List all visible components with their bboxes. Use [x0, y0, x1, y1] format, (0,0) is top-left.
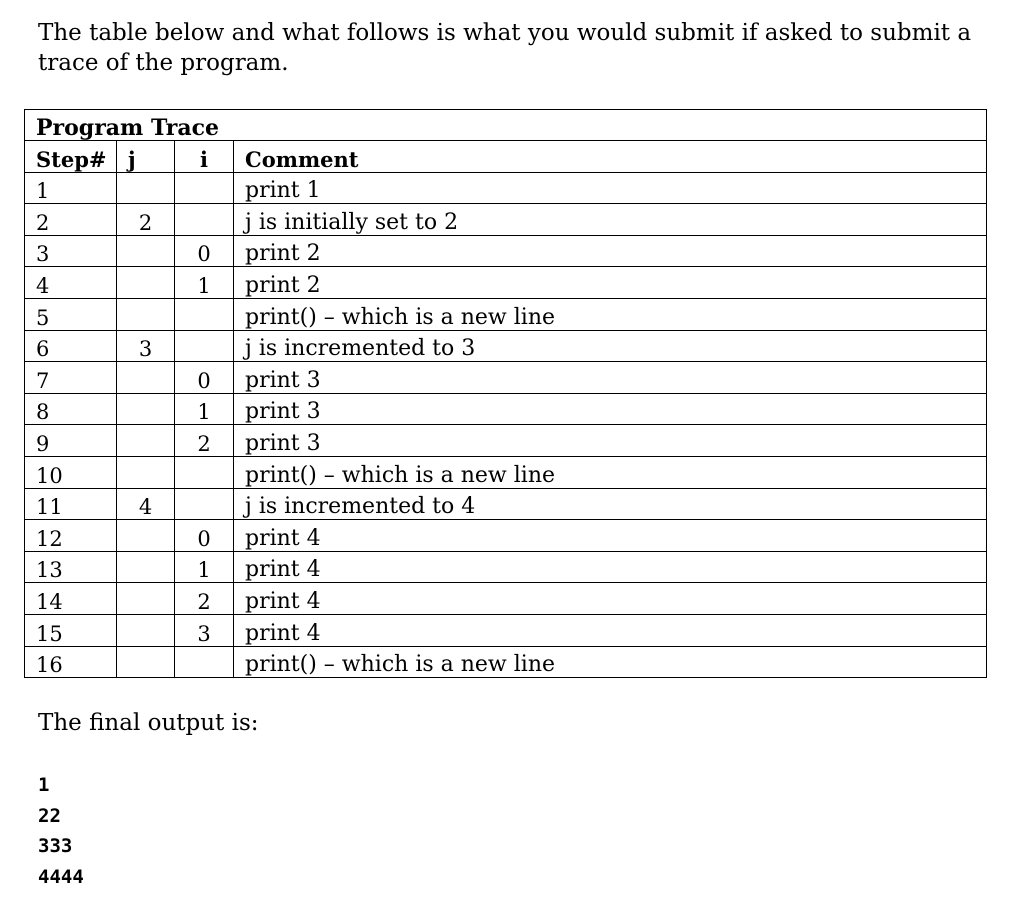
cell-step: 10: [25, 456, 117, 488]
cell-comment: print() – which is a new line: [234, 646, 987, 678]
cell-j: [117, 267, 175, 299]
header-j: j: [117, 141, 175, 173]
table-row: [25, 330, 987, 362]
cell-comment: print 4: [234, 583, 987, 615]
cell-i: 1: [175, 551, 234, 583]
table-row: [25, 614, 987, 646]
table-row: [25, 646, 987, 678]
final-output-block: [38, 770, 84, 892]
cell-comment: print 3: [234, 362, 987, 394]
cell-comment: j is incremented to 4: [234, 488, 987, 520]
table-row: [25, 362, 987, 394]
cell-j: [117, 583, 175, 615]
header-comment: Comment: [234, 141, 987, 173]
cell-j: [117, 172, 175, 204]
cell-comment: print 4: [234, 614, 987, 646]
cell-j: [117, 646, 175, 678]
table-row: [25, 235, 987, 267]
cell-j: 2: [117, 204, 175, 236]
cell-i: 0: [175, 520, 234, 552]
cell-comment: print 4: [234, 551, 987, 583]
cell-i: [175, 204, 234, 236]
cell-j: [117, 235, 175, 267]
table-title-row: [25, 110, 987, 141]
cell-comment: print 3: [234, 393, 987, 425]
cell-j: [117, 362, 175, 394]
cell-i: 2: [175, 425, 234, 457]
table-row: [25, 425, 987, 457]
header-step: Step#: [25, 141, 117, 173]
cell-comment: j is incremented to 3: [234, 330, 987, 362]
cell-j: 3: [117, 330, 175, 362]
table-row: [25, 393, 987, 425]
output-line: 1: [38, 774, 50, 796]
cell-i: 1: [175, 393, 234, 425]
cell-step: 7: [25, 362, 117, 394]
cell-step: 13: [25, 551, 117, 583]
cell-j: [117, 298, 175, 330]
cell-step: 4: [25, 267, 117, 299]
cell-step: 3: [25, 235, 117, 267]
cell-comment: print 4: [234, 520, 987, 552]
cell-step: 11: [25, 488, 117, 520]
cell-comment: j is initially set to 2: [234, 204, 987, 236]
cell-comment: print() – which is a new line: [234, 298, 987, 330]
cell-i: 0: [175, 235, 234, 267]
cell-step: 9: [25, 425, 117, 457]
cell-comment: print 3: [234, 425, 987, 457]
table-header-row: [25, 141, 987, 173]
cell-step: 14: [25, 583, 117, 615]
table-row: [25, 204, 987, 236]
cell-comment: print 2: [234, 267, 987, 299]
cell-step: 12: [25, 520, 117, 552]
final-output-label: The final output is:: [38, 710, 259, 736]
cell-j: 4: [117, 488, 175, 520]
cell-comment: print() – which is a new line: [234, 456, 987, 488]
cell-i: 2: [175, 583, 234, 615]
cell-comment: print 1: [234, 172, 987, 204]
cell-j: [117, 551, 175, 583]
table-row: [25, 551, 987, 583]
cell-step: 1: [25, 172, 117, 204]
output-line: 22: [38, 804, 61, 827]
cell-i: [175, 172, 234, 204]
table-row: [25, 583, 987, 615]
program-trace-table: [24, 109, 987, 678]
cell-step: 5: [25, 298, 117, 330]
cell-i: 0: [175, 362, 234, 394]
cell-comment: print 2: [234, 235, 987, 267]
table-row: [25, 298, 987, 330]
output-line: 333: [38, 835, 73, 857]
cell-step: 16: [25, 646, 117, 678]
cell-step: 6: [25, 330, 117, 362]
cell-j: [117, 614, 175, 646]
table-title: Program Trace: [25, 110, 987, 141]
cell-step: 8: [25, 393, 117, 425]
cell-j: [117, 393, 175, 425]
table-row: [25, 456, 987, 488]
cell-i: [175, 298, 234, 330]
cell-step: 15: [25, 614, 117, 646]
table-row: [25, 267, 987, 299]
table-row: [25, 520, 987, 552]
cell-i: [175, 456, 234, 488]
cell-step: 2: [25, 204, 117, 236]
cell-i: [175, 330, 234, 362]
table-body: [25, 172, 987, 678]
cell-i: [175, 646, 234, 678]
cell-j: [117, 456, 175, 488]
cell-i: [175, 488, 234, 520]
table-row: [25, 488, 987, 520]
cell-j: [117, 520, 175, 552]
output-line: 4444: [38, 865, 84, 888]
table-row: [25, 172, 987, 204]
intro-paragraph: The table below and what follows is what you would submit if asked to submit a trace of the program.: [38, 20, 972, 76]
cell-j: [117, 425, 175, 457]
header-i: i: [175, 141, 234, 173]
cell-i: 1: [175, 267, 234, 299]
cell-i: 3: [175, 614, 234, 646]
